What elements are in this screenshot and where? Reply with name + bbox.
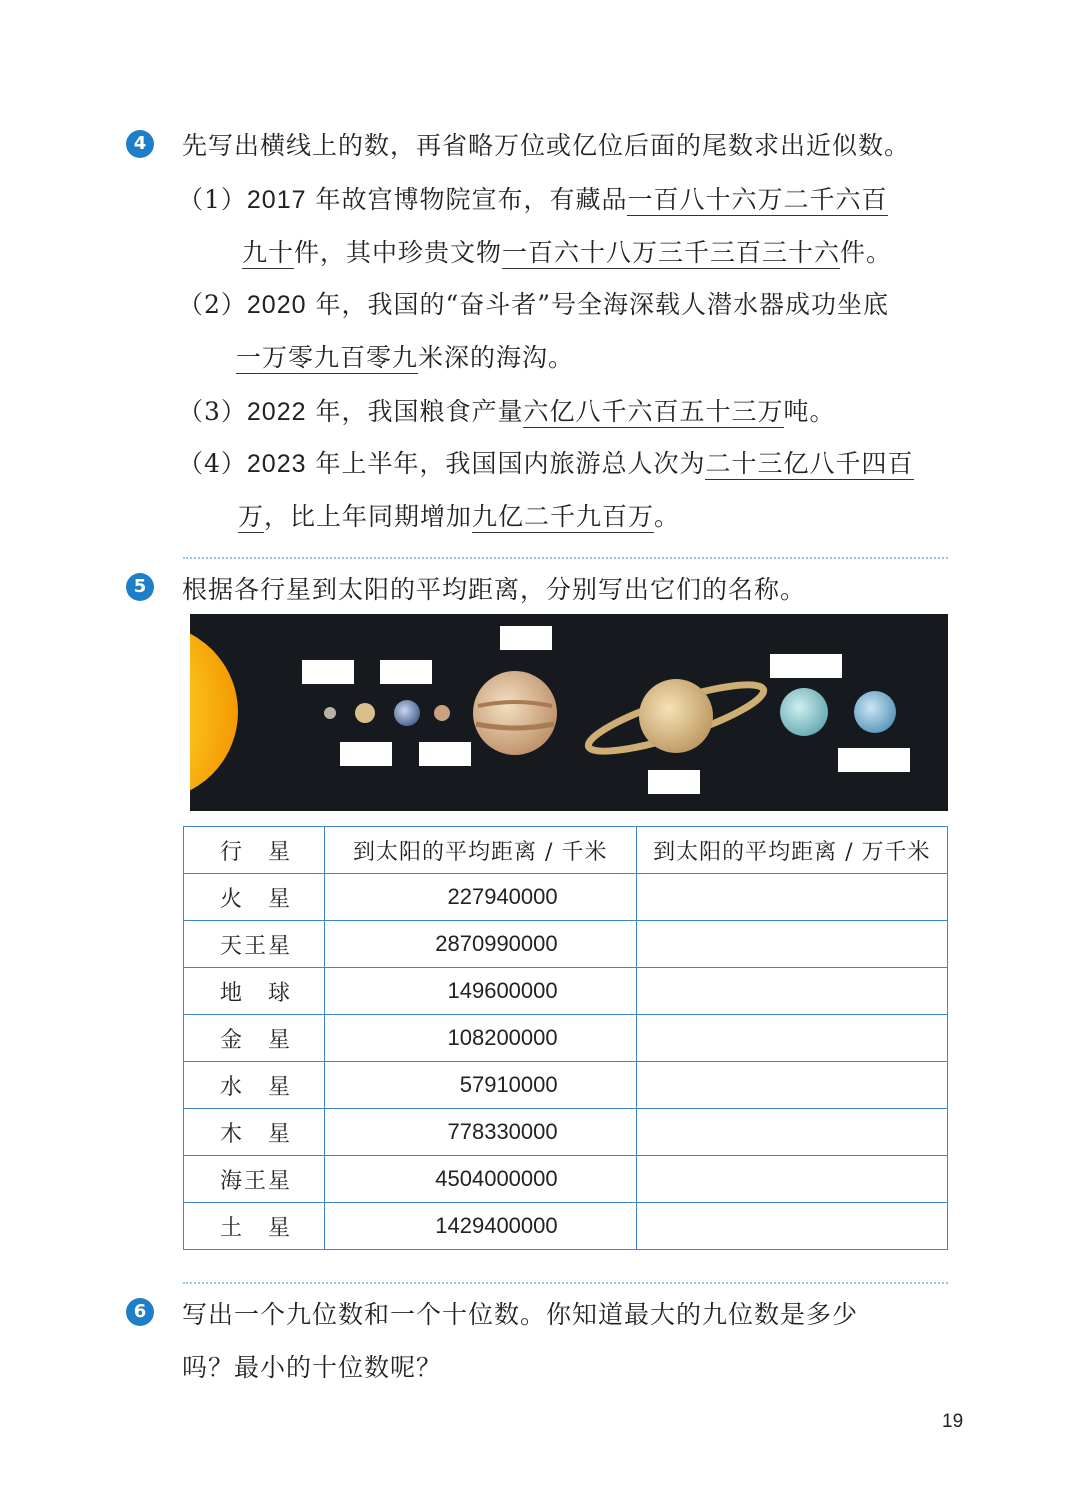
jupiter — [473, 671, 557, 755]
solar-system-illustration — [190, 614, 948, 811]
answer-cell[interactable] — [636, 1109, 947, 1156]
distance-km-cell: 108200000 — [324, 1015, 636, 1062]
answer-label-box — [500, 626, 552, 650]
answer-cell[interactable] — [636, 1156, 947, 1203]
section-divider — [183, 1282, 948, 1284]
year: 2017 — [246, 186, 307, 214]
q4-item-4-line-1 — [178, 444, 914, 480]
table-row — [184, 1015, 948, 1062]
answer-label-box — [838, 748, 910, 772]
item-text: 年，我国粮食产量 — [306, 397, 524, 426]
underlined-number-words: 六亿八千六百五十三万 — [523, 397, 784, 426]
question-number-6: 6 — [126, 1298, 154, 1326]
venus — [355, 703, 375, 723]
answer-cell[interactable] — [636, 921, 947, 968]
table-row — [184, 874, 948, 921]
distance-km-cell: 1429400000 — [324, 1203, 636, 1250]
underlined-number-words: 九十 — [242, 238, 295, 267]
table-row — [184, 1062, 948, 1109]
distance-km-cell: 778330000 — [324, 1109, 636, 1156]
question-number-4: 4 — [126, 130, 154, 158]
underlined-number-words: 一万零九百零九 — [236, 343, 419, 372]
year: 2023 — [246, 450, 307, 478]
planet-name-cell: 海王星 — [184, 1156, 325, 1203]
uranus — [780, 688, 828, 736]
answer-label-box — [340, 742, 392, 766]
item-index: （1） — [178, 185, 247, 214]
underlined-number-words: 一百六十八万三千三百三十六 — [502, 238, 841, 267]
planet-name-cell: 火 星 — [184, 874, 325, 921]
planet-name-cell: 木 星 — [184, 1109, 325, 1156]
solar-system-image — [190, 614, 948, 811]
planet-name-cell: 土 星 — [184, 1203, 325, 1250]
item-text: 年故宫博物院宣布，有藏品 — [306, 185, 628, 214]
item-text: 年，我国的“奋斗者”号全海深载人潜水器成功坐底 — [306, 290, 890, 319]
question-5-prompt: 根据各行星到太阳的平均距离，分别写出它们的名称。 — [182, 575, 807, 604]
space-background — [190, 614, 948, 811]
distance-km-cell: 2870990000 — [324, 921, 636, 968]
item-text: 件，其中珍贵文物 — [294, 238, 503, 267]
planet-name-cell: 水 星 — [184, 1062, 325, 1109]
answer-cell[interactable] — [636, 1203, 947, 1250]
saturn — [639, 679, 713, 753]
answer-cell[interactable] — [636, 968, 947, 1015]
neptune — [854, 691, 896, 733]
table-header: 行 星 — [184, 827, 325, 874]
answer-label-box — [770, 654, 842, 678]
item-text: 件。 — [840, 238, 893, 267]
question-6-line-1: 写出一个九位数和一个十位数。你知道最大的九位数是多少 — [182, 1300, 859, 1329]
planet-name-cell: 天王星 — [184, 921, 325, 968]
mars — [434, 705, 450, 721]
item-text: 吨。 — [783, 397, 836, 426]
underlined-number-words: 九亿二千九百万 — [472, 502, 655, 531]
answer-label-box — [302, 660, 354, 684]
q4-item-2-line-1 — [178, 285, 889, 321]
planet-distance-table — [183, 826, 948, 1250]
table-row — [184, 1203, 948, 1250]
underlined-number-words: 二十三亿八千四百 — [705, 449, 914, 478]
mercury — [324, 707, 336, 719]
table-header: 到太阳的平均距离 / 万千米 — [636, 827, 947, 874]
distance-km-cell: 57910000 — [324, 1062, 636, 1109]
year: 2022 — [246, 398, 307, 426]
question-number-5: 5 — [126, 573, 154, 601]
answer-cell[interactable] — [636, 1015, 947, 1062]
answer-cell[interactable] — [636, 874, 947, 921]
item-index: （2） — [178, 290, 247, 319]
distance-km-cell: 149600000 — [324, 968, 636, 1015]
year: 2020 — [246, 291, 307, 319]
planet-name-cell: 金 星 — [184, 1015, 325, 1062]
q4-item-1-line-2 — [242, 233, 892, 269]
answer-cell[interactable] — [636, 1062, 947, 1109]
item-text: 年上半年，我国国内旅游总人次为 — [306, 449, 706, 478]
distance-km-cell: 227940000 — [324, 874, 636, 921]
item-index: （4） — [178, 449, 247, 478]
answer-label-box — [380, 660, 432, 684]
underlined-number-words: 一百八十六万二千六百 — [627, 185, 888, 214]
item-text: 米深的海沟。 — [418, 343, 575, 372]
item-text: ，比上年同期增加 — [264, 502, 473, 531]
item-index: （3） — [178, 397, 247, 426]
table-row — [184, 1109, 948, 1156]
q4-item-2-line-2 — [236, 338, 574, 374]
question-6-line-2: 吗？最小的十位数呢？ — [182, 1353, 443, 1382]
table-row — [184, 1156, 948, 1203]
table-row — [184, 968, 948, 1015]
table-header: 到太阳的平均距离 / 千米 — [324, 827, 636, 874]
underlined-number-words: 万 — [238, 502, 265, 531]
page-number: 19 — [942, 1411, 964, 1432]
q4-item-4-line-2 — [238, 497, 680, 533]
distance-km-cell: 4504000000 — [324, 1156, 636, 1203]
question-4-prompt: 先写出横线上的数，再省略万位或亿位后面的尾数求出近似数。 — [182, 131, 911, 160]
table-header-row — [184, 827, 948, 874]
answer-label-box — [419, 742, 471, 766]
section-divider — [183, 557, 948, 559]
planet-name-cell: 地 球 — [184, 968, 325, 1015]
item-text: 。 — [654, 502, 681, 531]
earth — [394, 700, 420, 726]
table-row — [184, 921, 948, 968]
q4-item-3-line-1 — [178, 392, 836, 428]
answer-label-box — [648, 770, 700, 794]
q4-item-1-line-1 — [178, 180, 888, 216]
